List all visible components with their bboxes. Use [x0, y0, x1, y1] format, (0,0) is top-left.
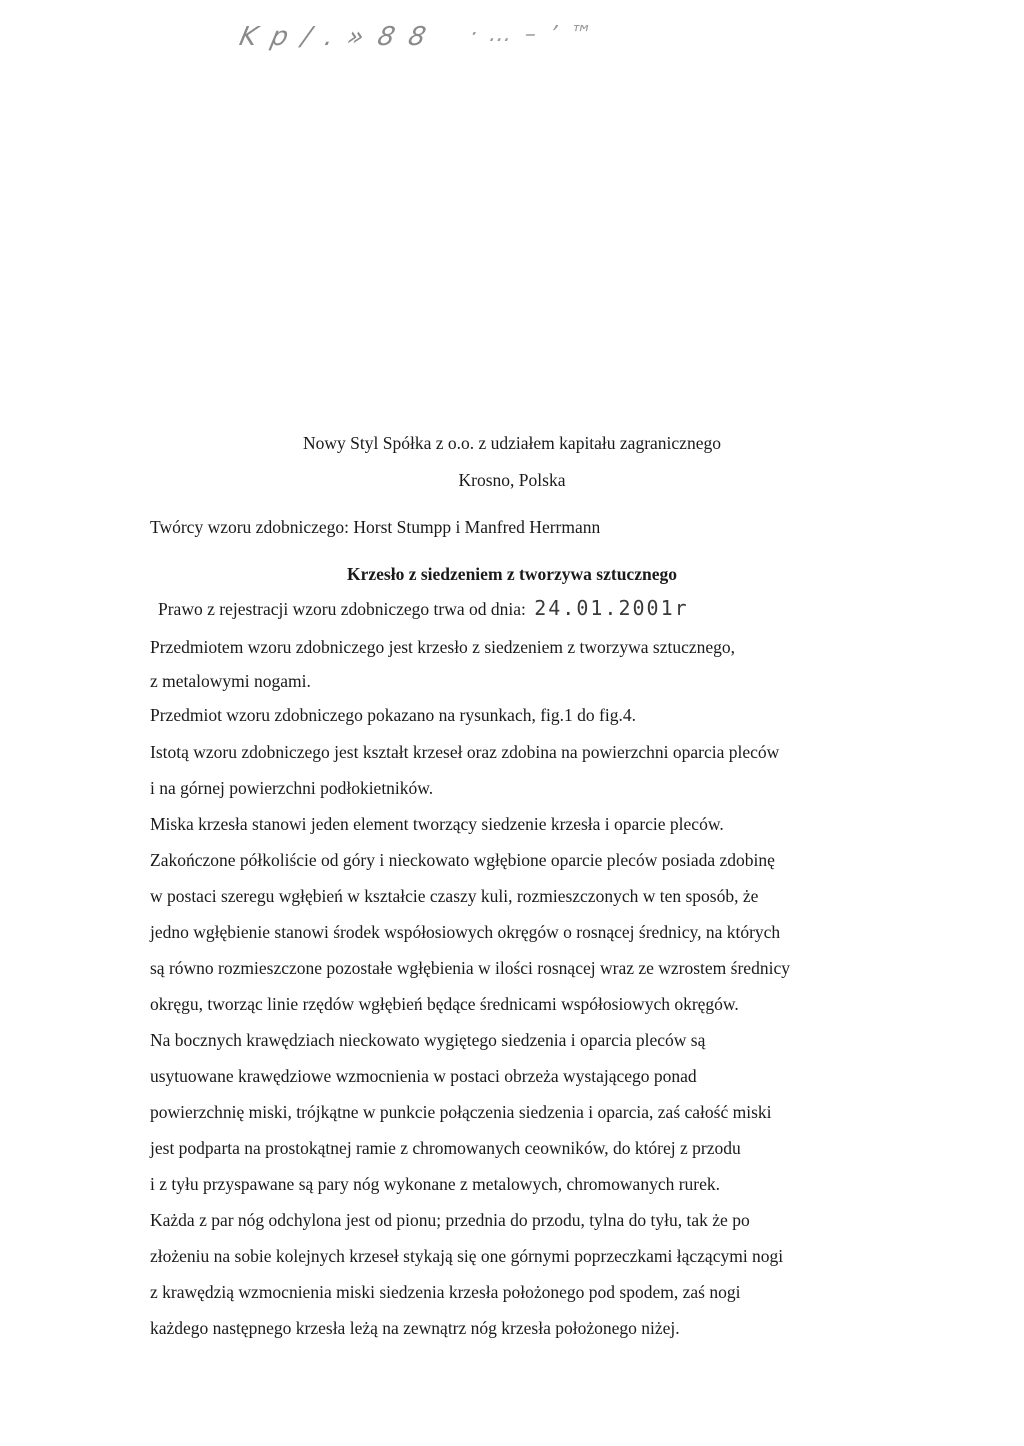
body-line: Przedmiot wzoru zdobniczego pokazano na rysunkach, fig.1 do fig.4. — [150, 705, 636, 725]
rights-label: Prawo z rejestracji wzoru zdobniczego trwa od dnia: — [158, 599, 526, 619]
handwritten-note: · … – ’ ™ — [467, 22, 597, 47]
design-creators: Twórcy wzoru zdobniczego: Horst Stumpp i Manfred Herrmann — [150, 517, 601, 537]
body-line: Na bocznych krawędziach nieckowato wygiętego siedzenia i oparcia pleców są — [150, 1030, 706, 1050]
body-line: Każda z par nóg odchylona jest od pionu; przednia do przodu, tylna do tyłu, tak że po — [150, 1210, 750, 1230]
body-line: Istotą wzoru zdobniczego jest kształt krzeseł oraz zdobina na powierzchni oparcia pleców — [150, 742, 780, 762]
company-name: Nowy Styl Spółka z o.o. z udziałem kapitału zagranicznego — [303, 433, 721, 453]
body-line: Miska krzesła stanowi jeden element tworzący siedzenie krzesła i oparcie pleców. — [150, 814, 724, 834]
rights-statement — [158, 597, 689, 620]
body-line: każdego następnego krzesła leżą na zewnątrz nóg krzesła położonego niżej. — [150, 1318, 680, 1338]
body-line: w postaci szeregu wgłębień w kształcie czaszy kuli, rozmieszczonych w ten sposób, że — [150, 886, 759, 906]
body-line: z metalowymi nogami. — [150, 671, 311, 691]
body-line: jedno wgłębienie stanowi środek współosiowych okręgów o rosnącej średnicy, na których — [150, 922, 781, 942]
body-line: i na górnej powierzchni podłokietników. — [150, 778, 434, 798]
company-location: Krosno, Polska — [458, 470, 566, 490]
rights-date-handwritten: 24.01.2001r — [534, 596, 689, 620]
body-line: usytuowane krawędziowe wzmocnienia w postaci obrzeża wystającego ponad — [150, 1066, 697, 1086]
body-line: jest podparta na prostokątnej ramie z chromowanych ceowników, do której z przodu — [150, 1138, 741, 1158]
body-line: są równo rozmieszczone pozostałe wgłębienia w ilości rosnącej wraz ze wzrostem średnicy — [150, 958, 790, 978]
document-title: Krzesło z siedzeniem z tworzywa sztucznego — [347, 564, 677, 584]
body-line: powierzchnię miski, trójkątne w punkcie połączenia siedzenia i oparcia, zaś całość miski — [150, 1102, 772, 1122]
body-line: i z tyłu przyspawane są pary nóg wykonane z metalowych, chromowanych rurek. — [150, 1174, 721, 1194]
body-line: Przedmiotem wzoru zdobniczego jest krzesło z siedzeniem z tworzywa sztucznego, — [150, 637, 736, 657]
body-line: z krawędzią wzmocnienia miski siedzenia krzesła położonego pod spodem, zaś nogi — [150, 1282, 741, 1302]
body-line: złożeniu na sobie kolejnych krzeseł stykają się one górnymi poprzeczkami łączącymi nogi — [150, 1246, 784, 1266]
body-line: Zakończone półkoliście od góry i nieckowato wgłębione oparcie pleców posiada zdobinę — [150, 850, 775, 870]
body-line: okręgu, tworząc linie rzędów wgłębień będące średnicami współosiowych okręgów. — [150, 994, 739, 1014]
handwritten-reference-number: K p / . » 8 8 — [236, 22, 432, 52]
